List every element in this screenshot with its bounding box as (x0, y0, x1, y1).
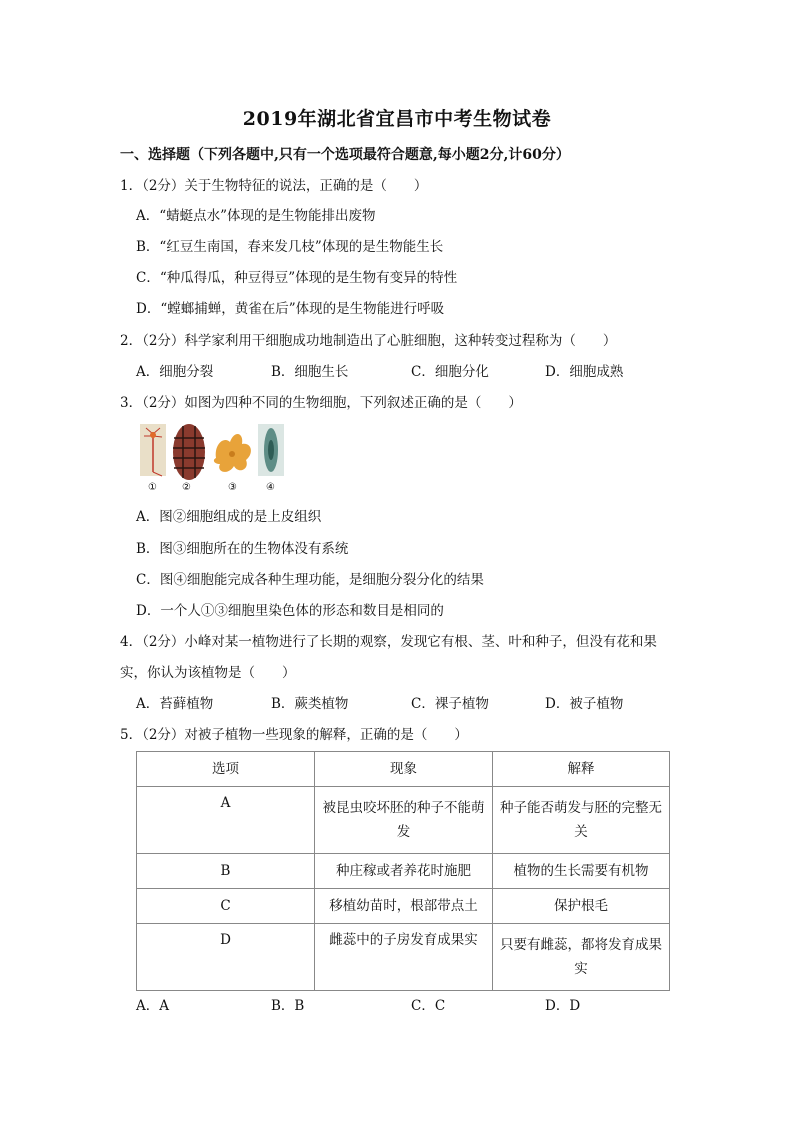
table-cell: 植物的生长需要有机物 (493, 854, 670, 889)
table-cell: 移植幼苗时，根部带点土 (315, 889, 493, 924)
table-cell: B (137, 854, 315, 889)
figure-label-2: ② (182, 482, 191, 493)
question-1-stem: 1．（2分）关于生物特征的说法，正确的是（ ） (120, 178, 428, 194)
table-row (137, 924, 670, 991)
table-header-row (137, 752, 670, 787)
table-cell: A (137, 787, 315, 854)
table-cell: 保护根毛 (493, 889, 670, 924)
question-5-option-d: D．D (545, 998, 581, 1014)
question-3-option-b: B．图③细胞所在的生物体没有系统 (136, 541, 349, 557)
question-4-stem-line1: 4．（2分）小峰对某一植物进行了长期的观察，发现它有根、茎、叶和种子，但没有花和果 (120, 634, 657, 650)
table-header: 选项 (137, 752, 315, 787)
table-cell: 种庄稼或者养花时施肥 (315, 854, 493, 889)
table-cell: 被昆虫咬坏胚的种子不能萌发 (315, 787, 493, 854)
question-5-option-c: C．C (411, 998, 446, 1014)
question-1-option-c: C．“种瓜得瓜，种豆得豆”体现的是生物有变异的特性 (136, 270, 458, 286)
question-4-stem-line2: 实，你认为该植物是（ ） (120, 665, 296, 681)
question-5-option-b: B．B (271, 998, 305, 1014)
question-3-stem: 3．（2分）如图为四种不同的生物细胞，下列叙述正确的是（ ） (120, 395, 522, 411)
question-1-option-b: B．“红豆生南国，春来发几枝”体现的是生物能生长 (136, 239, 444, 255)
table-cell: 只要有雌蕊，都将发育成果实 (493, 924, 670, 991)
amoeba-image (214, 434, 251, 472)
figure-label-1: ① (148, 482, 157, 493)
table-header: 现象 (315, 752, 493, 787)
table-row (137, 854, 670, 889)
table-cell: 雌蕊中的子房发育成果实 (315, 924, 493, 991)
question-5-option-a: A．A (136, 998, 169, 1014)
table-cell: C (137, 889, 315, 924)
page-title: 2019年湖北省宜昌市中考生物试卷 (242, 108, 552, 130)
figure-label-4: ④ (266, 482, 275, 493)
section-heading: 一、选择题（下列各题中,只有一个选项最符合题意,每小题2分,计60分） (120, 147, 570, 163)
question-4-option-c: C．裸子植物 (411, 696, 489, 712)
paramecium-image (258, 424, 284, 476)
question-4-option-b: B．蕨类植物 (271, 696, 349, 712)
question-2-stem: 2．（2分）科学家利用干细胞成功地制造出了心脏细胞，这种转变过程称为（ ） (120, 333, 617, 349)
table-row (137, 889, 670, 924)
question-3-option-a: A．图②细胞组成的是上皮组织 (136, 509, 322, 525)
plant-cells-image (173, 424, 205, 480)
figure-label-3: ③ (228, 482, 237, 493)
question-2-option-b: B．细胞生长 (271, 364, 349, 380)
question-5-table (136, 751, 670, 991)
question-5-stem: 5．（2分）对被子植物一些现象的解释，正确的是（ ） (120, 727, 468, 743)
table-cell: 种子能否萌发与胚的完整无关 (493, 787, 670, 854)
cells-figure (138, 422, 288, 494)
question-1-option-a: A．“蜻蜓点水”体现的是生物能排出废物 (136, 208, 376, 224)
table-cell: D (137, 924, 315, 991)
question-1-option-d: D．“螳螂捕蝉，黄雀在后”体现的是生物能进行呼吸 (136, 301, 445, 317)
table-header: 解释 (493, 752, 670, 787)
question-3-option-c: C．图④细胞能完成各种生理功能，是细胞分裂分化的结果 (136, 572, 484, 588)
question-4-option-a: A．苔藓植物 (136, 696, 214, 712)
question-4-option-d: D．被子植物 (545, 696, 624, 712)
question-2-option-c: C．细胞分化 (411, 364, 489, 380)
question-3-option-d: D．一个人①③细胞里染色体的形态和数目是相同的 (136, 603, 444, 619)
question-2-option-d: D．细胞成熟 (545, 364, 624, 380)
neuron-cell-image (140, 424, 166, 476)
table-row (137, 787, 670, 854)
question-2-option-a: A．细胞分裂 (136, 364, 214, 380)
